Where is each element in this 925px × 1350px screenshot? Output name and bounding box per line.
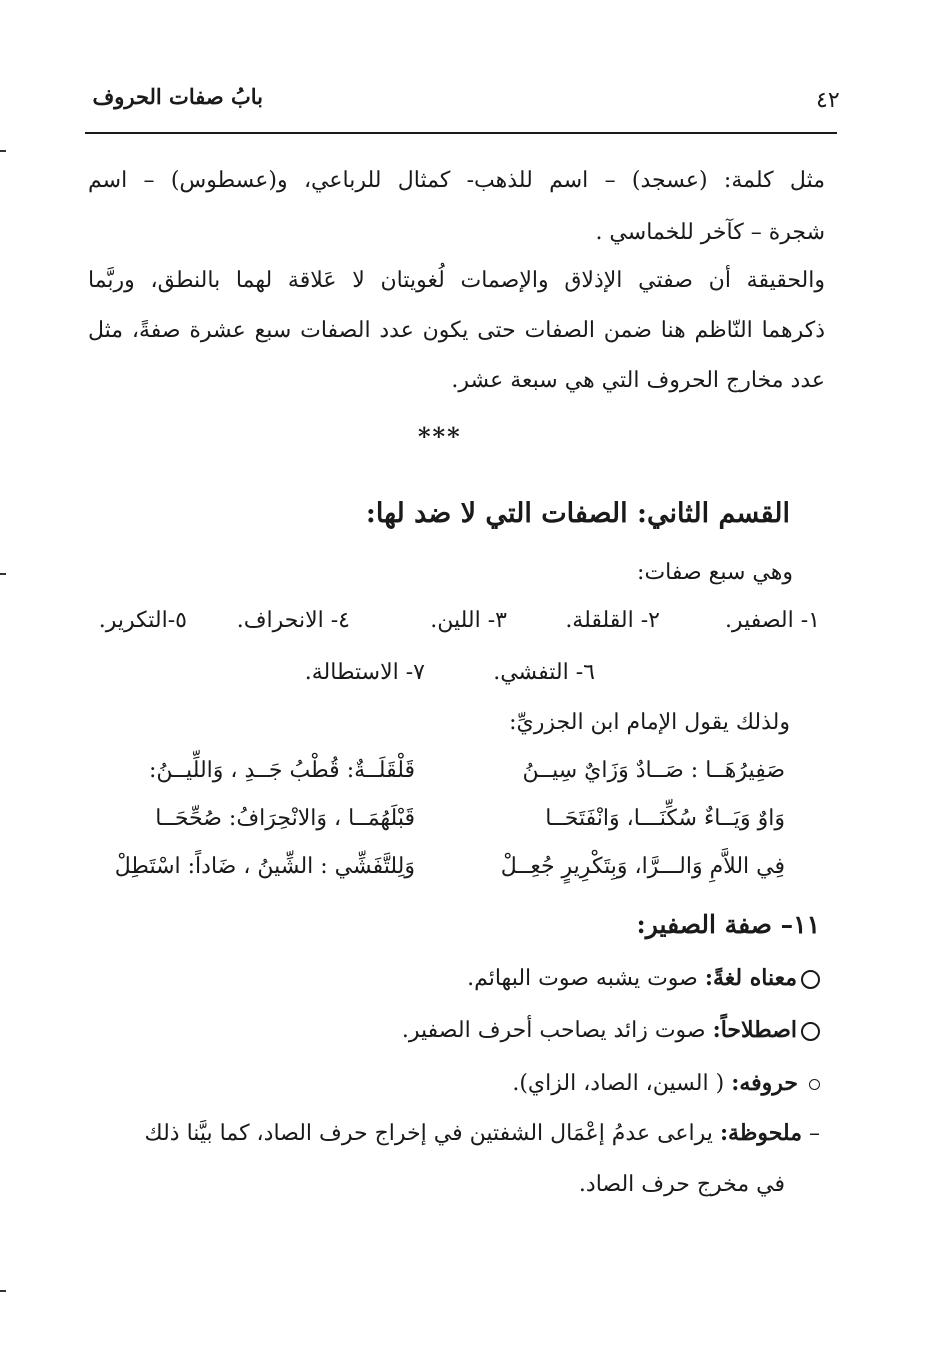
- definition-line: [512, 1070, 820, 1096]
- paragraph-line: عدد مخارج الحروف التي هي سبعة عشر.: [451, 368, 825, 393]
- subsection-heading: ١١– صفة الصفير:: [636, 910, 820, 939]
- page-number: ٤٢: [816, 88, 840, 113]
- list-item: ٥-التكرير.: [98, 608, 187, 633]
- definition-text: صوت زائد يصاحب أحرف الصفير.: [401, 1018, 706, 1043]
- poem-verse-left: قَبْلَهُمَــا ، وَالانْحِرَافُ: صُحِّحَــا: [155, 806, 415, 831]
- section-separator: ***: [418, 422, 462, 451]
- section-intro: وهي سبع صفات:: [637, 560, 793, 585]
- poem-verse-left: قَلْقَلَــةٌ: قُطْبُ جَــدِ ، وَاللِّيــنُ:: [149, 758, 415, 783]
- section-title: القسم الثاني: الصفات التي لا ضد لها:: [365, 498, 790, 529]
- definition-text: صوت يشبه صوت البهائم.: [467, 966, 698, 991]
- circle-bullet-icon: [801, 970, 820, 989]
- poem-verse-left: وَلِلتَّفَشِّي : الشِّينُ ، ضَاداً: اسْتَطِلْ: [114, 854, 415, 879]
- circle-bullet-icon: [801, 1022, 820, 1041]
- list-item: ٦- التفشي.: [493, 660, 595, 685]
- paragraph-line: والحقيقة أن صفتي الإذلاق والإصمات لُغويتان لا عَلاقة لهما بالنطق، وربَّما: [88, 268, 825, 293]
- list-item: ١- الصفير.: [724, 608, 820, 633]
- definition-line: [467, 965, 820, 991]
- definition-text: ( السين، الصاد، الزاي).: [512, 1071, 725, 1096]
- scan-edge-mark: [0, 573, 6, 575]
- scan-edge-mark: [0, 150, 6, 152]
- note-line-continued: في مخرج حرف الصاد.: [578, 1172, 785, 1197]
- definition-label: حروفه:: [731, 1070, 798, 1096]
- note-line: [145, 1120, 820, 1146]
- definition-label: معناه لغةً:: [704, 965, 797, 991]
- circle-bullet-icon: [809, 1079, 820, 1090]
- note-label: ملحوظة:: [719, 1120, 802, 1146]
- paragraph-line: مثل كلمة: (عسجد) – اسم للذهب- كمثال للرباعي، و(عسطوس) – اسم: [88, 168, 825, 193]
- list-item: ٧- الاستطالة.: [304, 660, 425, 685]
- header-rule: [85, 132, 837, 134]
- list-item: ٣- اللين.: [430, 608, 507, 633]
- definition-line: [402, 1017, 820, 1043]
- quote-intro: ولذلك يقول الإمام ابن الجزريِّ:: [509, 710, 790, 735]
- list-item: ٢- القلقلة.: [565, 608, 660, 633]
- definition-label: اصطلاحاً:: [712, 1017, 797, 1043]
- poem-verse-right: صَفِيرُهَــا : صَــادٌ وَزَايٌ سِيــنُ: [522, 758, 785, 783]
- note-text: يراعى عدمُ إعْمَال الشفتين في إخراج حرف الصاد، كما بيَّنا ذلك: [144, 1121, 713, 1146]
- list-item: ٤- الانحراف.: [236, 608, 350, 633]
- scan-edge-mark: [0, 1290, 6, 1292]
- poem-verse-right: وَاوٌ وَيَــاءٌ سُكِّنَـــا، وَانْفَتَحَــا: [545, 806, 785, 831]
- poem-verse-right: فِي اللاَّمِ وَالـــرَّا، وَبِتَكْرِيرٍ جُعِــلْ: [500, 854, 785, 879]
- paragraph-line: شجرة – كآخر للخماسي .: [595, 220, 825, 245]
- running-header-title: بابُ صفات الحروف: [92, 84, 263, 109]
- paragraph-line: ذكرهما النّاظم هنا ضمن الصفات حتى يكون عدد الصفات سبع عشرة صفةً، مثل: [88, 318, 825, 343]
- dash-bullet: –: [802, 1121, 820, 1146]
